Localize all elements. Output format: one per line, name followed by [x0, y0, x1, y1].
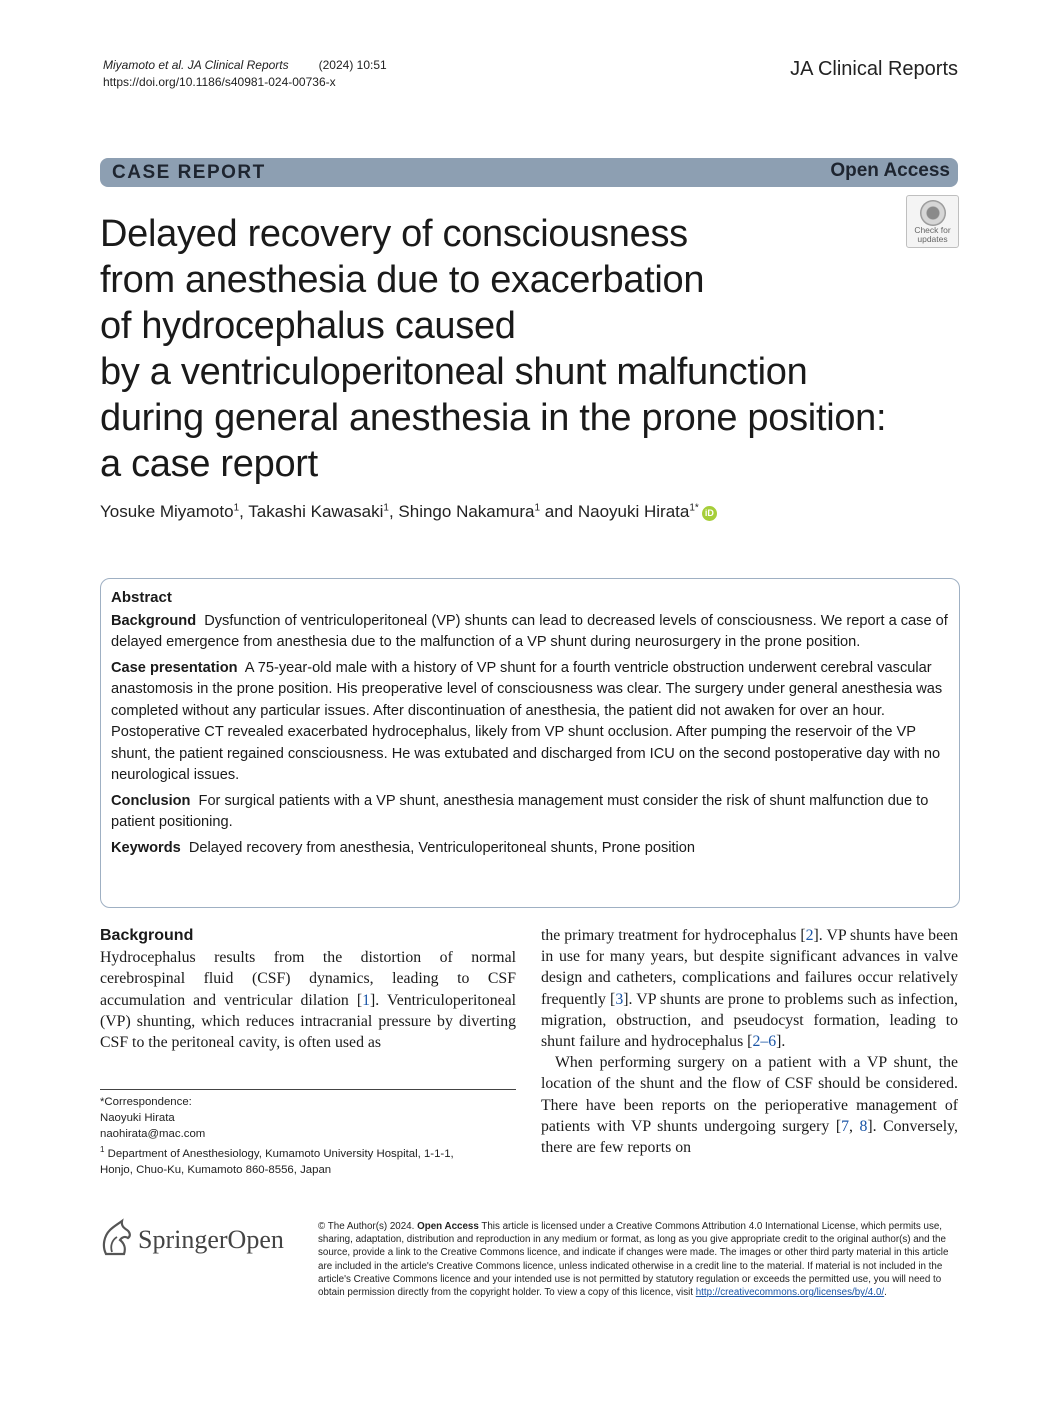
author-separator: and — [540, 502, 578, 521]
section-label: Case presentation — [111, 659, 238, 676]
author-affiliation: 1 — [534, 502, 541, 514]
text: ]. — [776, 1033, 786, 1051]
citation-link[interactable]: 3 — [615, 990, 624, 1008]
title-line: from anesthesia due to exacerbation — [100, 259, 705, 301]
citation-link[interactable]: 2–6 — [752, 1033, 777, 1051]
section-text: Dysfunction of ventriculoperitoneal (VP) shunts can lead to decreased levels of consciousness. We report a case of delayed emergence from anesthesia due to the malfunction of a VP shunt during neurosurgery in the prone position. — [111, 612, 948, 650]
title-line: Delayed recovery of consciousness — [100, 213, 688, 255]
journal-name: JA Clinical Reports — [790, 58, 958, 80]
text: the primary treatment for hydrocephalus [ — [541, 927, 806, 944]
body-right-column — [541, 925, 958, 1158]
citation-link[interactable]: 8 — [859, 1117, 868, 1135]
publisher-name: SpringerOpen — [138, 1225, 284, 1254]
abstract-heading: Abstract — [111, 589, 172, 606]
article-title — [100, 211, 980, 487]
affiliation — [100, 1142, 454, 1162]
citation-author: Miyamoto et al. JA Clinical Reports — [103, 58, 289, 72]
author-separator: , — [388, 502, 399, 521]
copyright: © The Author(s) 2024. — [318, 1221, 415, 1232]
section-text: Delayed recovery from anesthesia, Ventriculoperitoneal shunts, Prone position — [188, 839, 696, 856]
text: When performing surgery on a patient with a VP shunt, the location of the shunt and the flow of CSF should be considered. There have been reports on the perioperative management of patients with VP shunts undergoing surgery [ — [541, 1054, 958, 1135]
text: ]. VP shunts have been in use for many years, but despite significant advances in valve design and catheters, complications and failures occur relatively frequently [ — [541, 927, 958, 1008]
title-line: of hydrocephalus caused — [100, 305, 516, 347]
title-line: by a ventriculoperitoneal shunt malfunction — [100, 351, 808, 393]
abstract-box — [100, 578, 960, 908]
abstract-case — [111, 658, 949, 787]
abstract-keywords — [111, 838, 949, 860]
license-link[interactable]: http://creativecommons.org/licenses/by/4.0/ — [695, 1287, 885, 1299]
section-label: Background — [111, 612, 197, 629]
springer-horse-icon — [100, 1218, 134, 1258]
affiliation-number: 1 — [100, 1145, 105, 1154]
badge-line1: Check for — [914, 225, 951, 235]
license-notice — [318, 1220, 958, 1299]
orcid-icon[interactable]: iD — [702, 506, 717, 521]
correspondence-label: *Correspondence: — [100, 1096, 192, 1108]
citation-link[interactable]: 1 — [362, 991, 371, 1009]
text: Hydrocephalus results from the distortion of normal cerebrospinal fluid (CSF) dynamics, leading to CSF accumulation and ventricular dilation [ — [100, 949, 516, 1009]
author-name: Takashi Kawasaki — [248, 502, 384, 521]
correspondence-footnote — [100, 1094, 454, 1178]
open-access-label: Open Access — [417, 1221, 479, 1232]
section-text: For surgical patients with a VP shunt, anesthesia management must consider the risk of shunt malfunction due to patient positioning. — [111, 792, 929, 830]
paragraph — [541, 925, 958, 1052]
citation-header — [103, 57, 387, 91]
text: ]. Ventriculoperitoneal (VP) shunting, which reduces intracranial pressure by diverting CSF to the peritoneal cavity, is often used as — [100, 991, 517, 1052]
section-heading: Background — [100, 927, 194, 944]
author-affiliation: 1 — [383, 502, 389, 514]
affiliation-line: Honjo, Chuo-Ku, Kumamoto 860-8556, Japan — [100, 1163, 332, 1176]
citation-year: (2024) 10:51 — [318, 58, 387, 72]
doi-link[interactable]: https://doi.org/10.1186/s40981-024-00736-x — [103, 75, 336, 89]
abstract-background — [111, 611, 949, 654]
title-line: a case report — [100, 443, 318, 485]
affiliation-line: Department of Anesthesiology, Kumamoto University Hospital, 1-1-1, — [107, 1147, 454, 1160]
body-left-column — [100, 925, 516, 1053]
springeropen-logo — [100, 1218, 300, 1258]
citation-link[interactable]: 2 — [805, 927, 814, 944]
license-text: This article is licensed under a Creative Commons Attribution 4.0 International License, which permits use, sharing, adaptation, distribution and reproduction in any medium or format, as long as you give appropriate credit to the original author(s) and the source, provide a link to the Creative Commons licence, and indicate if changes were made. The images or other third party material in this article are included in the article's Creative Commons licence, unless indicated otherwise in a credit line to the material. If material is not included in the article's Creative Commons licence and your intended use is not permitted by statutory regulation or exceeds the permitted use, you will need to obtain permission directly from the copyright holder. To view a copy of this licence, visit — [318, 1221, 949, 1299]
section-label: Keywords — [111, 839, 181, 856]
author-name: Shingo Nakamura — [398, 502, 535, 521]
author-separator: , — [239, 502, 249, 521]
paragraph — [100, 947, 516, 1053]
section-text: A 75-year-old male with a history of VP shunt for a fourth ventricle obstruction underwent cerebral vascular anastomosis in the prone position. His preoperative level of consciousness was clear. The surgery under general anesthesia was completed without any particular issues. After discontinuation of anesthesia, the patient did not awaken for over an hour. Postoperative CT revealed exacerbated hydrocephalus, likely from VP shunt occlusion. After pumping the reservoir of the VP shunt, the patient regained consciousness. He was extubated and discharged from ICU on the second postoperative day with no neurological issues. — [111, 659, 943, 783]
text: ]. VP shunts are prone to problems such as infection, migration, obstruction, and pseudocyst formation, leading to shunt failure and hydrocephalus [ — [541, 990, 958, 1051]
license-end: . — [884, 1287, 887, 1299]
title-line: during general anesthesia in the prone position: — [100, 397, 887, 439]
author-list — [100, 502, 717, 522]
article-type-banner — [100, 158, 958, 187]
open-access-label: Open Access — [830, 160, 950, 181]
article-type: CASE REPORT — [112, 162, 266, 183]
footnote-divider — [100, 1089, 516, 1090]
abstract-conclusion — [111, 791, 949, 834]
author-name: Naoyuki Hirata — [577, 502, 690, 521]
citation-link[interactable]: 7 — [841, 1117, 849, 1135]
text: ]. Conversely, there are few reports on — [541, 1117, 958, 1157]
correspondence-email[interactable]: naohirata@mac.com — [100, 1128, 206, 1140]
author-name: Yosuke Miyamoto — [100, 502, 234, 521]
section-label: Conclusion — [111, 792, 191, 809]
author-affiliation: 1* — [689, 502, 699, 514]
correspondence-name: Naoyuki Hirata — [100, 1112, 175, 1124]
badge-line2: updates — [917, 234, 948, 244]
author-affiliation: 1 — [233, 502, 240, 514]
paragraph: When performing surgery on a patient with a VP shunt, the location of the shunt and the flow of CSF should be considered. There have been reports on the perioperative management of patients with VP shunts undergoing surgery [7, 8]. Conversely, there are few reports on — [541, 1054, 958, 1157]
